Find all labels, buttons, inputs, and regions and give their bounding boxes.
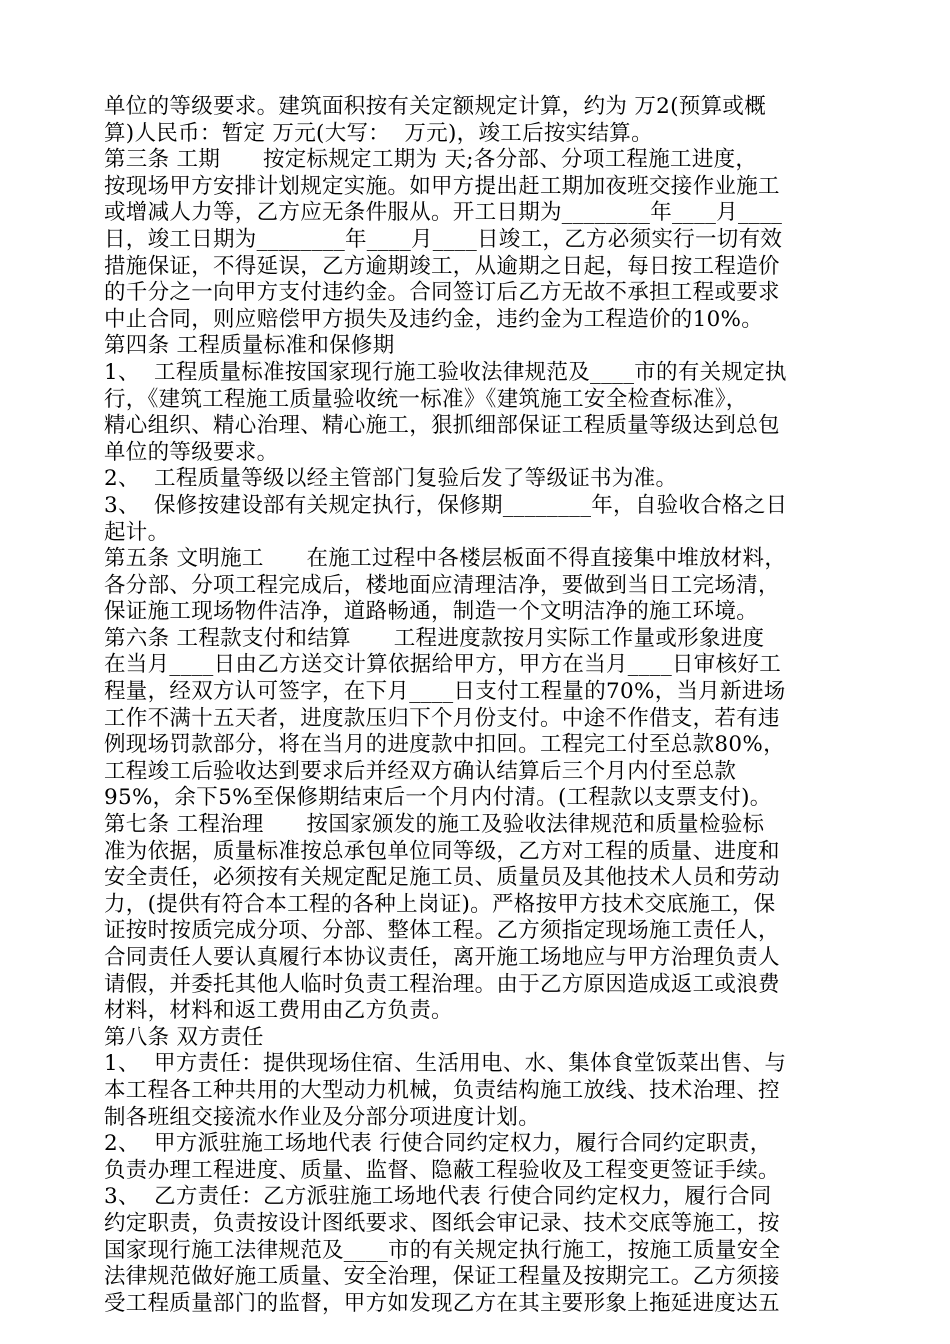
text-line: 2、 工程质量等级以经主管部门复验后发了等级证书为准。 bbox=[104, 466, 678, 492]
text-line: 3、 保修按建设部有关规定执行，保修期________年，自验收合格之日 bbox=[104, 492, 788, 518]
text-line: 单位的等级要求。 bbox=[104, 439, 279, 465]
text-line: 日，竣工日期为________年____月____日竣工，乙方必须实行一切有效 bbox=[104, 226, 783, 252]
text-line: 单位的等级要求。建筑面积按有关定额规定计算，约为 万2(预算或概 bbox=[104, 94, 767, 119]
text-line: 保证施工现场物件洁净，道路畅通，制造一个文明洁净的施工环境。 bbox=[104, 599, 759, 625]
text-line: 程量，经双方认可签字，在下月____日支付工程量的70%，当月新进场 bbox=[104, 679, 786, 705]
text-line: 本工程各工种共用的大型动力机械，负责结构施工放线、技术治理、控 bbox=[104, 1077, 780, 1103]
text-line: 精心组织、精心治理、精心施工，狠抓细部保证工程质量等级达到总包 bbox=[104, 413, 780, 439]
text-line: 合同责任人要认真履行本协议责任，离开施工场地应与甲方治理负责人 bbox=[104, 945, 780, 970]
text-line: 起计。 bbox=[104, 519, 170, 545]
text-line: 材料，材料和返工费用由乙方负责。 bbox=[104, 998, 453, 1024]
text-line: 算)人民币：暂定 万元(大写： 万元)，竣工后按实结算。 bbox=[104, 120, 653, 146]
text-line: 2、 甲方派驻施工场地代表 行使合同约定权力，履行合同约定职责， bbox=[104, 1131, 772, 1157]
text-line: 准为依据，质量标准按总承包单位同等级，乙方对工程的质量、进度和 bbox=[104, 838, 780, 864]
article-heading: 第七条 工程治理 按国家颁发的施工及验收法律规范和质量检验标 bbox=[104, 812, 765, 838]
text-line: 行，《建筑工程施工质量验收统一标准》《建筑施工安全检查标准》， bbox=[104, 386, 748, 412]
text-line: 约定职责，负责按设计图纸要求、图纸会审记录、技术交底等施工，按 bbox=[104, 1210, 780, 1236]
article-heading: 第四条 工程质量标准和保修期 bbox=[104, 333, 395, 359]
text-line: 95%，余下5%至保修期结束后一个月内付清。(工程款以支票支付)。 bbox=[104, 785, 772, 811]
text-line: 受工程质量部门的监督，甲方如发现乙方在其主要形象上拖延进度达五 bbox=[104, 1290, 780, 1316]
text-line: 1、 甲方责任：提供现场住宿、生活用电、水、集体食堂饭菜出售、与 bbox=[104, 1051, 787, 1077]
article-heading: 第三条 工期 按定标规定工期为 天;各分部、分项工程施工进度， bbox=[104, 147, 758, 173]
text-line: 工程竣工后验收达到要求后并经双方确认结算后三个月内付至总款 bbox=[104, 758, 737, 784]
text-line: 制各班组交接流水作业及分部分项进度计划。 bbox=[104, 1104, 541, 1130]
text-line: 在当月____日由乙方送交计算依据给甲方，甲方在当月____日审核好工 bbox=[104, 652, 782, 678]
contract-body-text bbox=[104, 94, 864, 1317]
text-line: 例现场罚款部分，将在当月的进度款中扣回。工程完工付至总款80%， bbox=[104, 732, 785, 758]
article-heading: 第六条 工程款支付和结算 工程进度款按月实际工作量或形象进度 bbox=[104, 625, 765, 651]
text-line: 国家现行施工法律规范及____市的有关规定执行施工，按施工质量安全 bbox=[104, 1237, 781, 1263]
text-line: 工作不满十五天者，进度款压归下个月份支付。中途不作借支，若有违 bbox=[104, 705, 780, 731]
text-line: 3、 乙方责任：乙方派驻施工场地代表 行使合同约定权力，履行合同 bbox=[104, 1184, 772, 1210]
text-line: 中止合同，则应赔偿甲方损失及违约金，违约金为工程造价的10%。 bbox=[104, 306, 764, 332]
text-line: 力，(提供有符合本工程的各种上岗证)。严格按甲方技术交底施工，保 bbox=[104, 891, 776, 917]
text-line: 安全责任，必须按有关规定配足施工员、质量员及其他技术人员和劳动 bbox=[104, 865, 780, 891]
text-line: 按现场甲方安排计划规定实施。如甲方提出赶工期加夜班交接作业施工 bbox=[104, 173, 780, 199]
text-line: 请假，并委托其他人临时负责工程治理。由于乙方原因造成返工或浪费 bbox=[104, 971, 780, 997]
text-line: 各分部、分项工程完成后，楼地面应清理洁净，要做到当日工完场清， bbox=[104, 572, 780, 598]
text-line: 证按时按质完成分项、分部、整体工程。乙方须指定现场施工责任人， bbox=[104, 918, 780, 944]
text-line: 法律规范做好施工质量、安全治理，保证工程量及按期完工。乙方须接 bbox=[104, 1264, 780, 1290]
text-line: 的千分之一向甲方支付违约金。合同签订后乙方无故不承担工程或要求 bbox=[104, 280, 780, 306]
text-line: 负责办理工程进度、质量、监督、隐蔽工程验收及工程变更签证手续。 bbox=[104, 1157, 780, 1183]
article-heading: 第八条 双方责任 bbox=[104, 1024, 264, 1050]
article-heading: 第五条 文明施工 在施工过程中各楼层板面不得直接集中堆放材料， bbox=[104, 546, 787, 572]
text-line: 措施保证，不得延误，乙方逾期竣工，从逾期之日起，每日按工程造价 bbox=[104, 253, 780, 279]
text-line: 或增减人力等，乙方应无条件服从。开工日期为________年____月____ bbox=[104, 200, 783, 226]
text-line: 1、 工程质量标准按国家现行施工验收法律规范及____市的有关规定执 bbox=[104, 359, 787, 385]
